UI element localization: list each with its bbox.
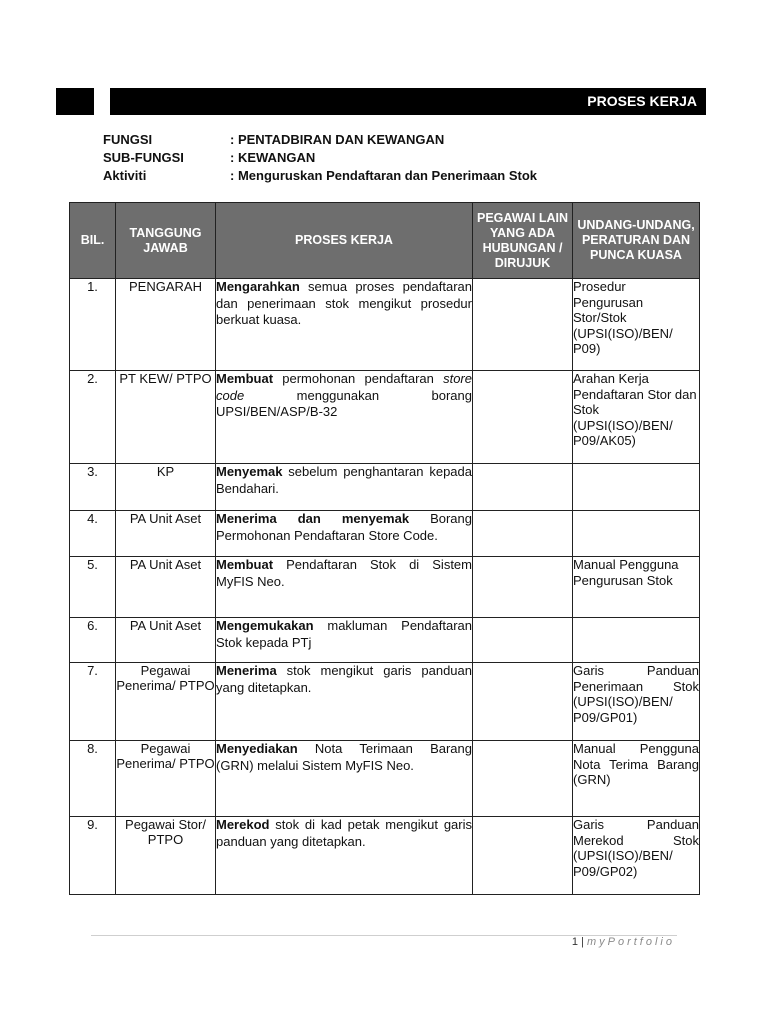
cell-tanggung-jawab: PA Unit Aset: [116, 511, 216, 557]
process-text: permohonan pendaftaran: [273, 371, 444, 386]
cell-undang-undang: [573, 618, 700, 663]
cell-proses-kerja: [216, 464, 473, 511]
cell-bil: 8.: [70, 741, 116, 817]
cell-undang-undang: Garis Panduan Penerimaan Stok (UPSI(ISO)/BEN/ P09/GP01): [573, 663, 700, 741]
meta-key: SUB-FUNGSI: [103, 150, 184, 165]
header-pegawai-lain: PEGAWAI LAIN YANG ADA HUBUNGAN / DIRUJUK: [473, 203, 573, 279]
table-row: [70, 279, 700, 371]
cell-undang-undang: Garis Panduan Merekod Stok (UPSI(ISO)/BEN/ P09/GP02): [573, 817, 700, 895]
cell-pegawai-lain: [473, 464, 573, 511]
process-table: [69, 202, 700, 895]
cell-undang-undang: Manual Pengguna Pengurusan Stok: [573, 557, 700, 618]
cell-bil: 9.: [70, 817, 116, 895]
cell-proses-kerja: [216, 618, 473, 663]
cell-pegawai-lain: [473, 817, 573, 895]
process-text: sebelum penghantaran kepada Bendahari.: [216, 464, 472, 496]
table-row: [70, 741, 700, 817]
action-verb: Menyediakan: [216, 741, 298, 756]
cell-tanggung-jawab: PT KEW/ PTPO: [116, 371, 216, 464]
meta-key: Aktiviti: [103, 168, 147, 183]
footer-brand: myPortfolio: [586, 936, 675, 948]
action-verb: Membuat: [216, 371, 274, 386]
document-meta: [103, 131, 537, 185]
process-text-italic: store code: [216, 371, 472, 403]
cell-tanggung-jawab: Pegawai Stor/ PTPO: [116, 817, 216, 895]
cell-undang-undang: Prosedur Pengurusan Stor/Stok (UPSI(ISO)/BEN/ P09): [573, 279, 700, 371]
cell-proses-kerja: [216, 741, 473, 817]
meta-row-sub-fungsi: [103, 149, 537, 167]
process-text: makluman Pendaftaran Stok kepada PTj: [216, 618, 472, 650]
page-title: PROSES KERJA: [587, 93, 697, 109]
cell-tanggung-jawab: PENGARAH: [116, 279, 216, 371]
cell-undang-undang: [573, 511, 700, 557]
header-block: [56, 88, 94, 115]
table-row: [70, 511, 700, 557]
action-verb: Menerima dan menyemak: [216, 511, 410, 526]
cell-pegawai-lain: [473, 279, 573, 371]
cell-proses-kerja: [216, 371, 473, 464]
table-row: [70, 557, 700, 618]
cell-bil: 1.: [70, 279, 116, 371]
cell-tanggung-jawab: Pegawai Penerima/ PTPO: [116, 741, 216, 817]
process-text: stok mengikut garis panduan yang ditetapkan.: [216, 663, 472, 695]
process-text: Pendaftaran Stok di Sistem MyFIS Neo.: [216, 557, 472, 589]
process-text: Borang Permohonan Pendaftaran Store Code.: [216, 511, 472, 543]
table-row: [70, 663, 700, 741]
cell-pegawai-lain: [473, 557, 573, 618]
cell-proses-kerja: [216, 511, 473, 557]
cell-tanggung-jawab: Pegawai Penerima/ PTPO: [116, 663, 216, 741]
process-text: menggunakan borang UPSI/BEN/ASP/B-32: [216, 387, 472, 419]
action-verb: Mengarahkan: [216, 279, 300, 294]
process-text: stok di kad petak mengikut garis panduan yang ditetapkan.: [216, 817, 472, 849]
cell-proses-kerja: [216, 663, 473, 741]
header-undang-undang: UNDANG-UNDANG, PERATURAN DAN PUNCA KUASA: [573, 203, 700, 279]
table-row: [70, 464, 700, 511]
cell-pegawai-lain: [473, 618, 573, 663]
table-row: [70, 371, 700, 464]
table-row: [70, 618, 700, 663]
meta-value: : KEWANGAN: [230, 150, 316, 165]
cell-tanggung-jawab: PA Unit Aset: [116, 618, 216, 663]
action-verb: Menyemak: [216, 464, 283, 479]
cell-undang-undang: [573, 464, 700, 511]
cell-pegawai-lain: [473, 741, 573, 817]
meta-row-fungsi: [103, 131, 537, 149]
process-text: semua proses pendaftaran dan penerimaan stok mengikut prosedur berkuat kuasa.: [216, 279, 472, 327]
cell-bil: 3.: [70, 464, 116, 511]
action-verb: Membuat: [216, 557, 274, 572]
cell-undang-undang: Manual Pengguna Nota Terima Barang (GRN): [573, 741, 700, 817]
meta-row-aktiviti: [103, 167, 537, 185]
cell-tanggung-jawab: KP: [116, 464, 216, 511]
cell-pegawai-lain: [473, 371, 573, 464]
page-number: 1: [571, 936, 578, 948]
cell-proses-kerja: [216, 557, 473, 618]
process-text: Nota Terimaan Barang (GRN) melalui Sistem MyFIS Neo.: [216, 741, 472, 773]
cell-pegawai-lain: [473, 511, 573, 557]
cell-bil: 5.: [70, 557, 116, 618]
header-tanggung-jawab: TANGGUNG JAWAB: [116, 203, 216, 279]
action-verb: Mengemukakan: [216, 618, 314, 633]
cell-bil: 7.: [70, 663, 116, 741]
cell-proses-kerja: [216, 279, 473, 371]
meta-value: : Menguruskan Pendaftaran dan Penerimaan Stok: [230, 168, 538, 183]
header-proses-kerja: PROSES KERJA: [216, 203, 473, 279]
cell-tanggung-jawab: PA Unit Aset: [116, 557, 216, 618]
header-bil: BIL.: [70, 203, 116, 279]
page-footer: [572, 936, 675, 948]
page-title-bar: [110, 88, 706, 115]
action-verb: Menerima: [216, 663, 277, 678]
cell-pegawai-lain: [473, 663, 573, 741]
table-header-row: [70, 203, 700, 279]
cell-bil: 4.: [70, 511, 116, 557]
cell-bil: 2.: [70, 371, 116, 464]
table-row: [70, 817, 700, 895]
meta-value: : PENTADBIRAN DAN KEWANGAN: [230, 132, 445, 147]
cell-proses-kerja: [216, 817, 473, 895]
action-verb: Merekod: [216, 817, 270, 832]
cell-undang-undang: Arahan Kerja Pendaftaran Stor dan Stok (UPSI(ISO)/BEN/ P09/AK05): [573, 371, 700, 464]
cell-bil: 6.: [70, 618, 116, 663]
meta-key: FUNGSI: [103, 132, 153, 147]
footer-separator: |: [577, 936, 587, 948]
